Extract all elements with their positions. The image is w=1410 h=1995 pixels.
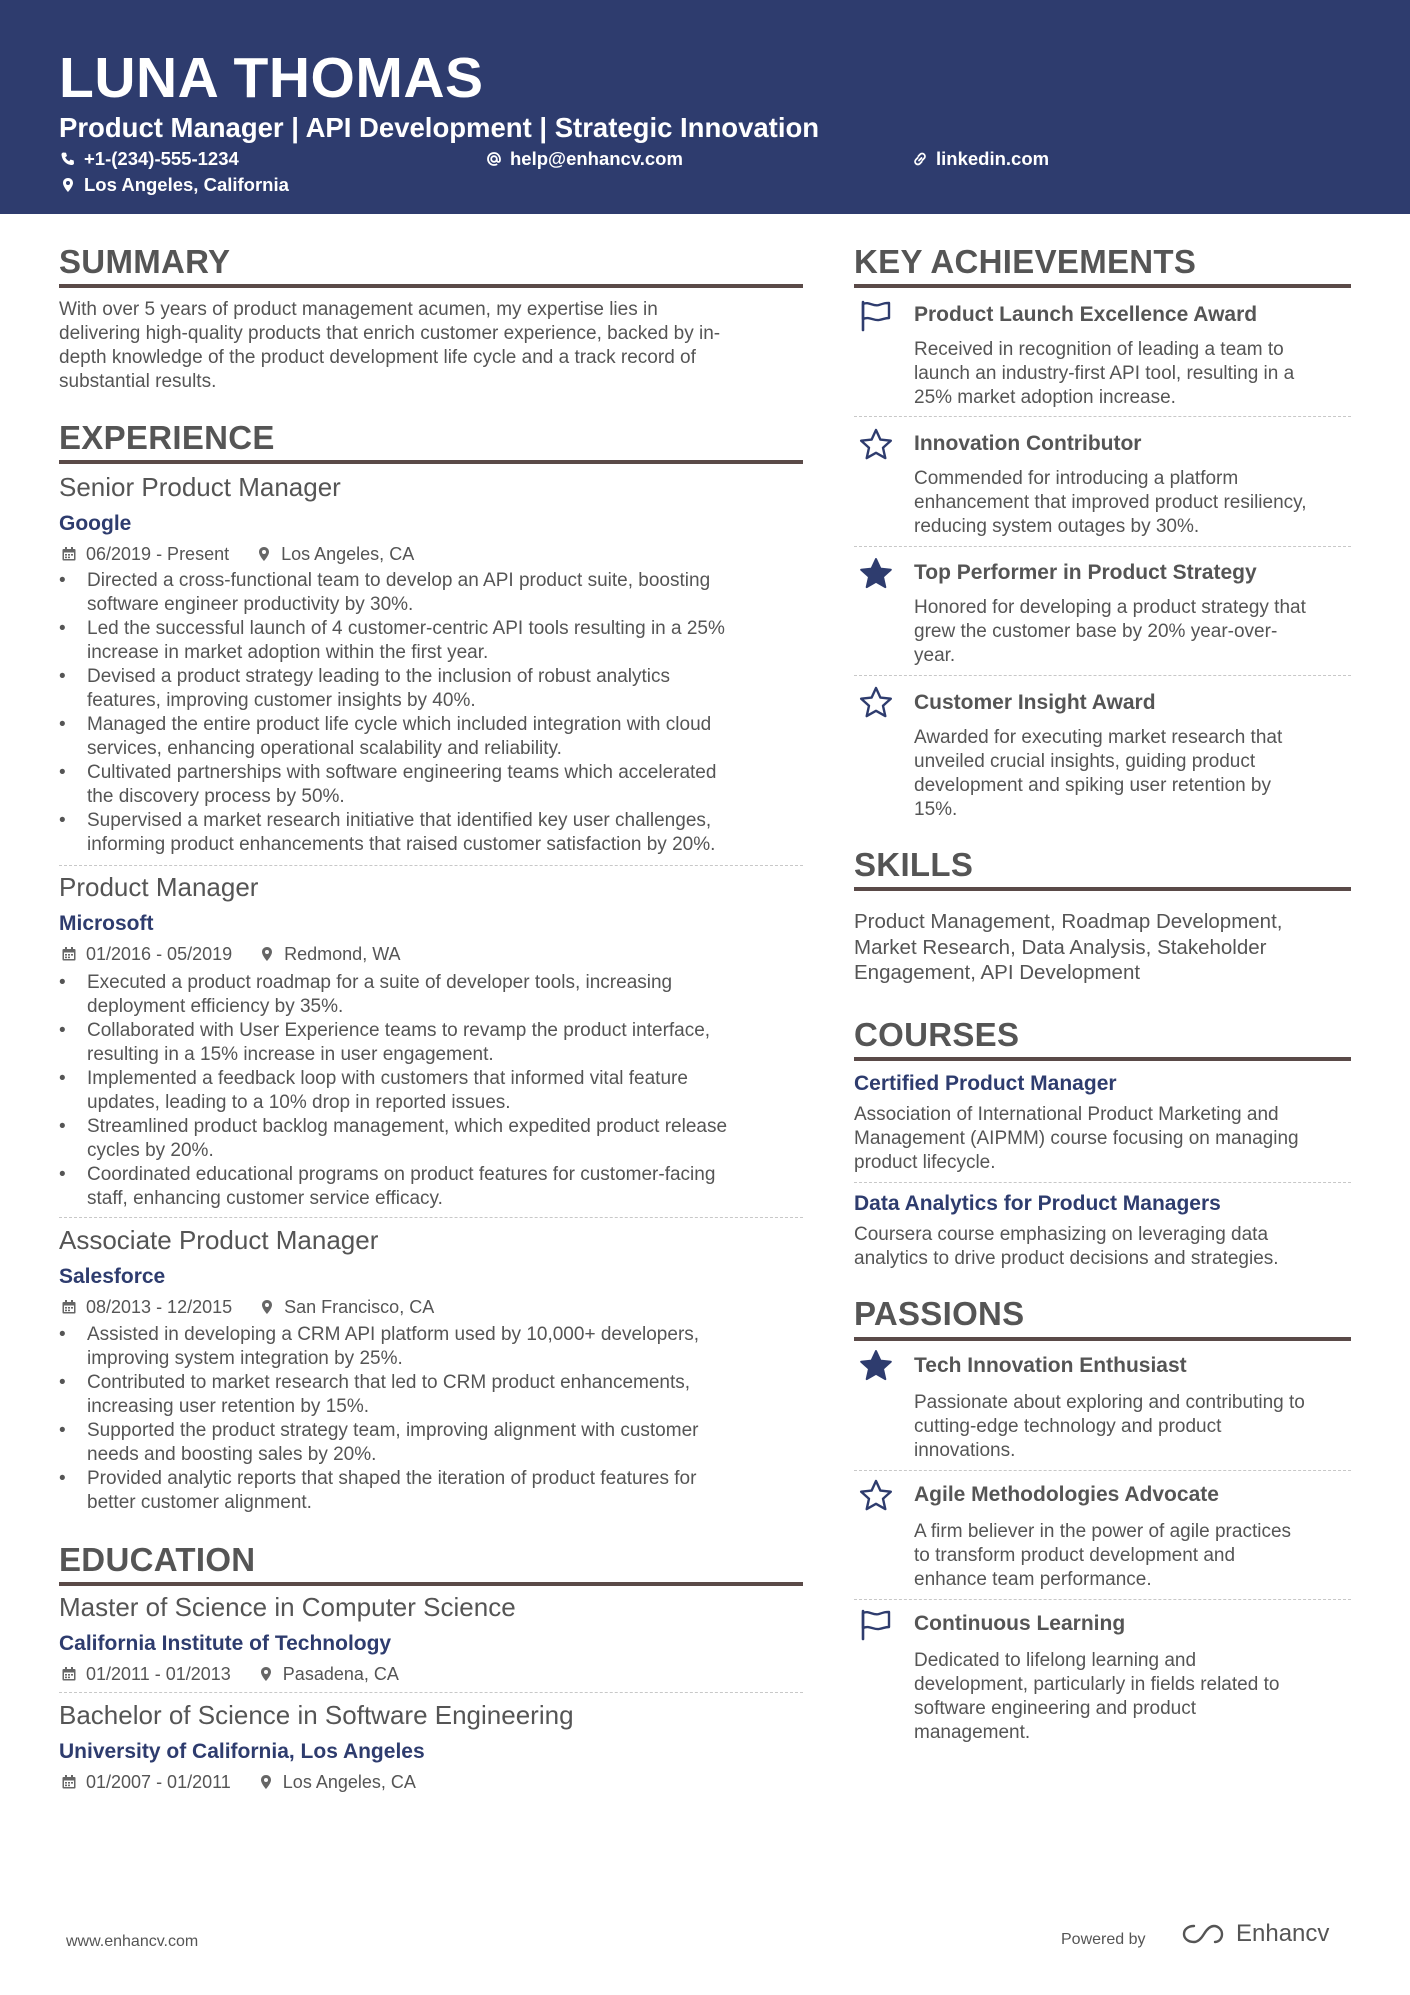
list-item: • Supervised a market research initiative that identified key user challenges, informing product enhancements that raised customer satisfaction by 20%. [59,809,819,857]
phone-contact[interactable] [60,148,239,170]
phone-text: +1-(234)-555-1234 [84,148,239,169]
achievement-text: Commended for introducing a platform enhancement that improved product resiliency, reducing system outages by 30%. [914,468,1307,537]
summary-line: depth knowledge of the product development life cycle and a track record of [59,347,696,368]
job-meta [61,543,414,565]
list-item: • Executed a product roadmap for a suite of developer tools, increasing deployment efficiency by 35%. [59,971,819,1019]
summary-line: substantial results. [59,371,217,392]
degree-title: Bachelor of Science in Software Engineering [59,1700,574,1730]
courses-heading: COURSES [854,1016,1020,1053]
job-bullets [59,971,819,1211]
education-location: Los Angeles, CA [282,1772,416,1792]
brand-name: Enhancv [1236,1920,1330,1947]
job-role: Senior Product Manager [59,472,341,502]
course-text: Association of International Product Marketing and Management (AIPMM) course focusing on managing product lifecycle. [854,1104,1299,1173]
location-text: Los Angeles, California [84,174,289,195]
achievements-heading: KEY ACHIEVEMENTS [854,243,1197,280]
list-item: • Coordinated educational programs on product features for customer-facing staff, enhancing customer service efficacy. [59,1163,819,1211]
summary-line: delivering high-quality products that enrich customer experience, backed by in- [59,323,721,344]
star-outline-icon [858,427,894,463]
list-item: • Assisted in developing a CRM API platform used by 10,000+ developers, improving system integration by 25%. [59,1323,819,1371]
list-item: • Supported the product strategy team, improving alignment with customer needs and boosting sales by 20%. [59,1419,819,1467]
flag-icon [858,1607,894,1643]
job-role: Associate Product Manager [59,1225,379,1255]
list-item: • Streamlined product backlog management, which expedited product release cycles by 20%. [59,1115,819,1163]
calendar-icon [61,1774,77,1790]
passion-text: Passionate about exploring and contributing to cutting-edge technology and product innovations. [914,1392,1305,1461]
job-bullets [59,569,819,857]
list-item: • Implemented a feedback loop with customers that informed vital feature updates, leading to a 10% drop in reported issues. [59,1067,819,1115]
education-rule [59,1582,803,1586]
location-pin-icon [258,1774,274,1790]
footer-url[interactable]: www.enhancv.com [66,1933,199,1950]
achievement-text: Honored for developing a product strategy that grew the customer base by 20% year-over- year. [914,597,1306,666]
divider [59,865,803,866]
list-item: • Devised a product strategy leading to the inclusion of robust analytics features, improving customer insights by 40%. [59,665,819,713]
courses-rule [854,1057,1351,1061]
divider [854,1182,1351,1183]
calendar-icon [61,1299,77,1315]
calendar-icon [61,946,77,962]
list-item: • Contributed to market research that led to CRM product enhancements, increasing user retention by 15%. [59,1371,819,1419]
phone-icon [60,151,76,167]
job-dates: 01/2016 - 05/2019 [86,944,233,964]
location-pin-icon [259,946,275,962]
job-company: Microsoft [59,912,154,935]
location-pin-icon [259,1299,275,1315]
divider [854,416,1351,417]
job-location: San Francisco, CA [284,1297,435,1317]
education-heading: EDUCATION [59,1541,256,1578]
divider [854,1470,1351,1471]
linkedin-contact[interactable] [912,148,1049,170]
enhancv-logo-icon [1180,1921,1228,1947]
school-name: University of California, Los Angeles [59,1740,425,1763]
divider [854,1599,1351,1600]
location-contact [60,174,289,196]
flag-icon [858,298,894,334]
job-role: Product Manager [59,872,259,902]
achievement-text: Received in recognition of leading a team to launch an industry-first API tool, resulting in a 25% market adoption increase. [914,339,1295,408]
email-text: help@enhancv.com [510,148,683,169]
achievement-text: Awarded for executing market research that unveiled crucial insights, guiding product development and spiking user retention by 15%. [914,727,1283,820]
email-contact[interactable] [486,148,683,170]
calendar-icon [61,546,77,562]
degree-title: Master of Science in Computer Science [59,1592,516,1622]
education-dates: 01/2011 - 01/2013 [86,1664,231,1684]
list-item: • Collaborated with User Experience teams to revamp the product interface, resulting in a 15% increase in user engagement. [59,1019,819,1067]
passions-heading: PASSIONS [854,1295,1025,1332]
list-item: • Cultivated partnerships with software engineering teams which accelerated the discovery process by 50%. [59,761,819,809]
skills-text: Product Management, Roadmap Development, Market Research, Data Analysis, Stakeholder Engagement, API Development [854,910,1283,984]
education-meta [61,1663,399,1685]
linkedin-text: linkedin.com [936,148,1050,169]
passions-rule [854,1337,1351,1341]
divider [59,1692,803,1693]
job-dates: 06/2019 - Present [86,544,230,564]
summary-line: With over 5 years of product management acumen, my expertise lies in [59,299,658,320]
star-outline-icon [858,1478,894,1514]
passion-title: Tech Innovation Enthusiast [914,1354,1187,1377]
divider [59,1217,803,1218]
passion-text: A firm believer in the power of agile practices to transform product development and enhance team performance. [914,1521,1292,1590]
passion-title: Agile Methodologies Advocate [914,1483,1219,1506]
job-company: Google [59,512,132,535]
achievement-title: Top Performer in Product Strategy [914,561,1257,584]
education-location: Pasadena, CA [282,1664,399,1684]
location-pin-icon [258,1666,274,1682]
passion-text: Dedicated to lifelong learning and development, particularly in fields related to software engineering and product management. [914,1650,1280,1743]
job-bullets [59,1323,819,1515]
achievement-title: Customer Insight Award [914,691,1156,714]
list-item: • Managed the entire product life cycle which included integration with cloud services, enhancing operational scalability and reliability. [59,713,819,761]
achievement-title: Innovation Contributor [914,432,1142,455]
header [0,0,1410,214]
candidate-name: LUNA THOMAS [59,46,484,110]
location-pin-icon [256,546,272,562]
star-filled-icon [858,556,894,592]
summary-rule [59,284,803,288]
school-name: California Institute of Technology [59,1632,392,1655]
divider [854,675,1351,676]
list-item: • Provided analytic reports that shaped the iteration of product features for better customer alignment. [59,1467,819,1515]
summary-heading: SUMMARY [59,243,231,280]
divider [854,546,1351,547]
star-outline-icon [858,685,894,721]
list-item: • Directed a cross-functional team to develop an API product suite, boosting software engineer productivity by 30%. [59,569,819,617]
list-item: • Led the successful launch of 4 customer-centric API tools resulting in a 25% increase in market adoption within the first year. [59,617,819,665]
summary-text [59,298,720,394]
experience-heading: EXPERIENCE [59,419,275,456]
candidate-title: Product Manager | API Development | Strategic Innovation [59,112,820,143]
education-dates: 01/2007 - 01/2011 [86,1772,231,1792]
job-meta [61,943,401,965]
course-title: Data Analytics for Product Managers [854,1192,1221,1215]
enhancv-logo[interactable] [1180,1920,1329,1948]
star-filled-icon [858,1348,894,1384]
job-location: Redmond, WA [284,944,401,964]
job-meta [61,1296,434,1318]
achievement-title: Product Launch Excellence Award [914,303,1258,326]
experience-rule [59,460,803,464]
link-icon [912,151,928,167]
education-meta [61,1771,416,1793]
calendar-icon [61,1666,77,1682]
skills-heading: SKILLS [854,846,974,883]
passion-title: Continuous Learning [914,1612,1126,1635]
skills-rule [854,887,1351,891]
course-title: Certified Product Manager [854,1072,1117,1095]
location-pin-icon [60,177,76,193]
achievements-rule [854,284,1351,288]
job-dates: 08/2013 - 12/2015 [86,1297,233,1317]
job-company: Salesforce [59,1265,166,1288]
at-icon [486,151,502,167]
job-location: Los Angeles, CA [281,544,415,564]
course-text: Coursera course emphasizing on leveraging data analytics to drive product decisions and strategies. [854,1224,1279,1269]
powered-by-label: Powered by [1061,1931,1146,1948]
